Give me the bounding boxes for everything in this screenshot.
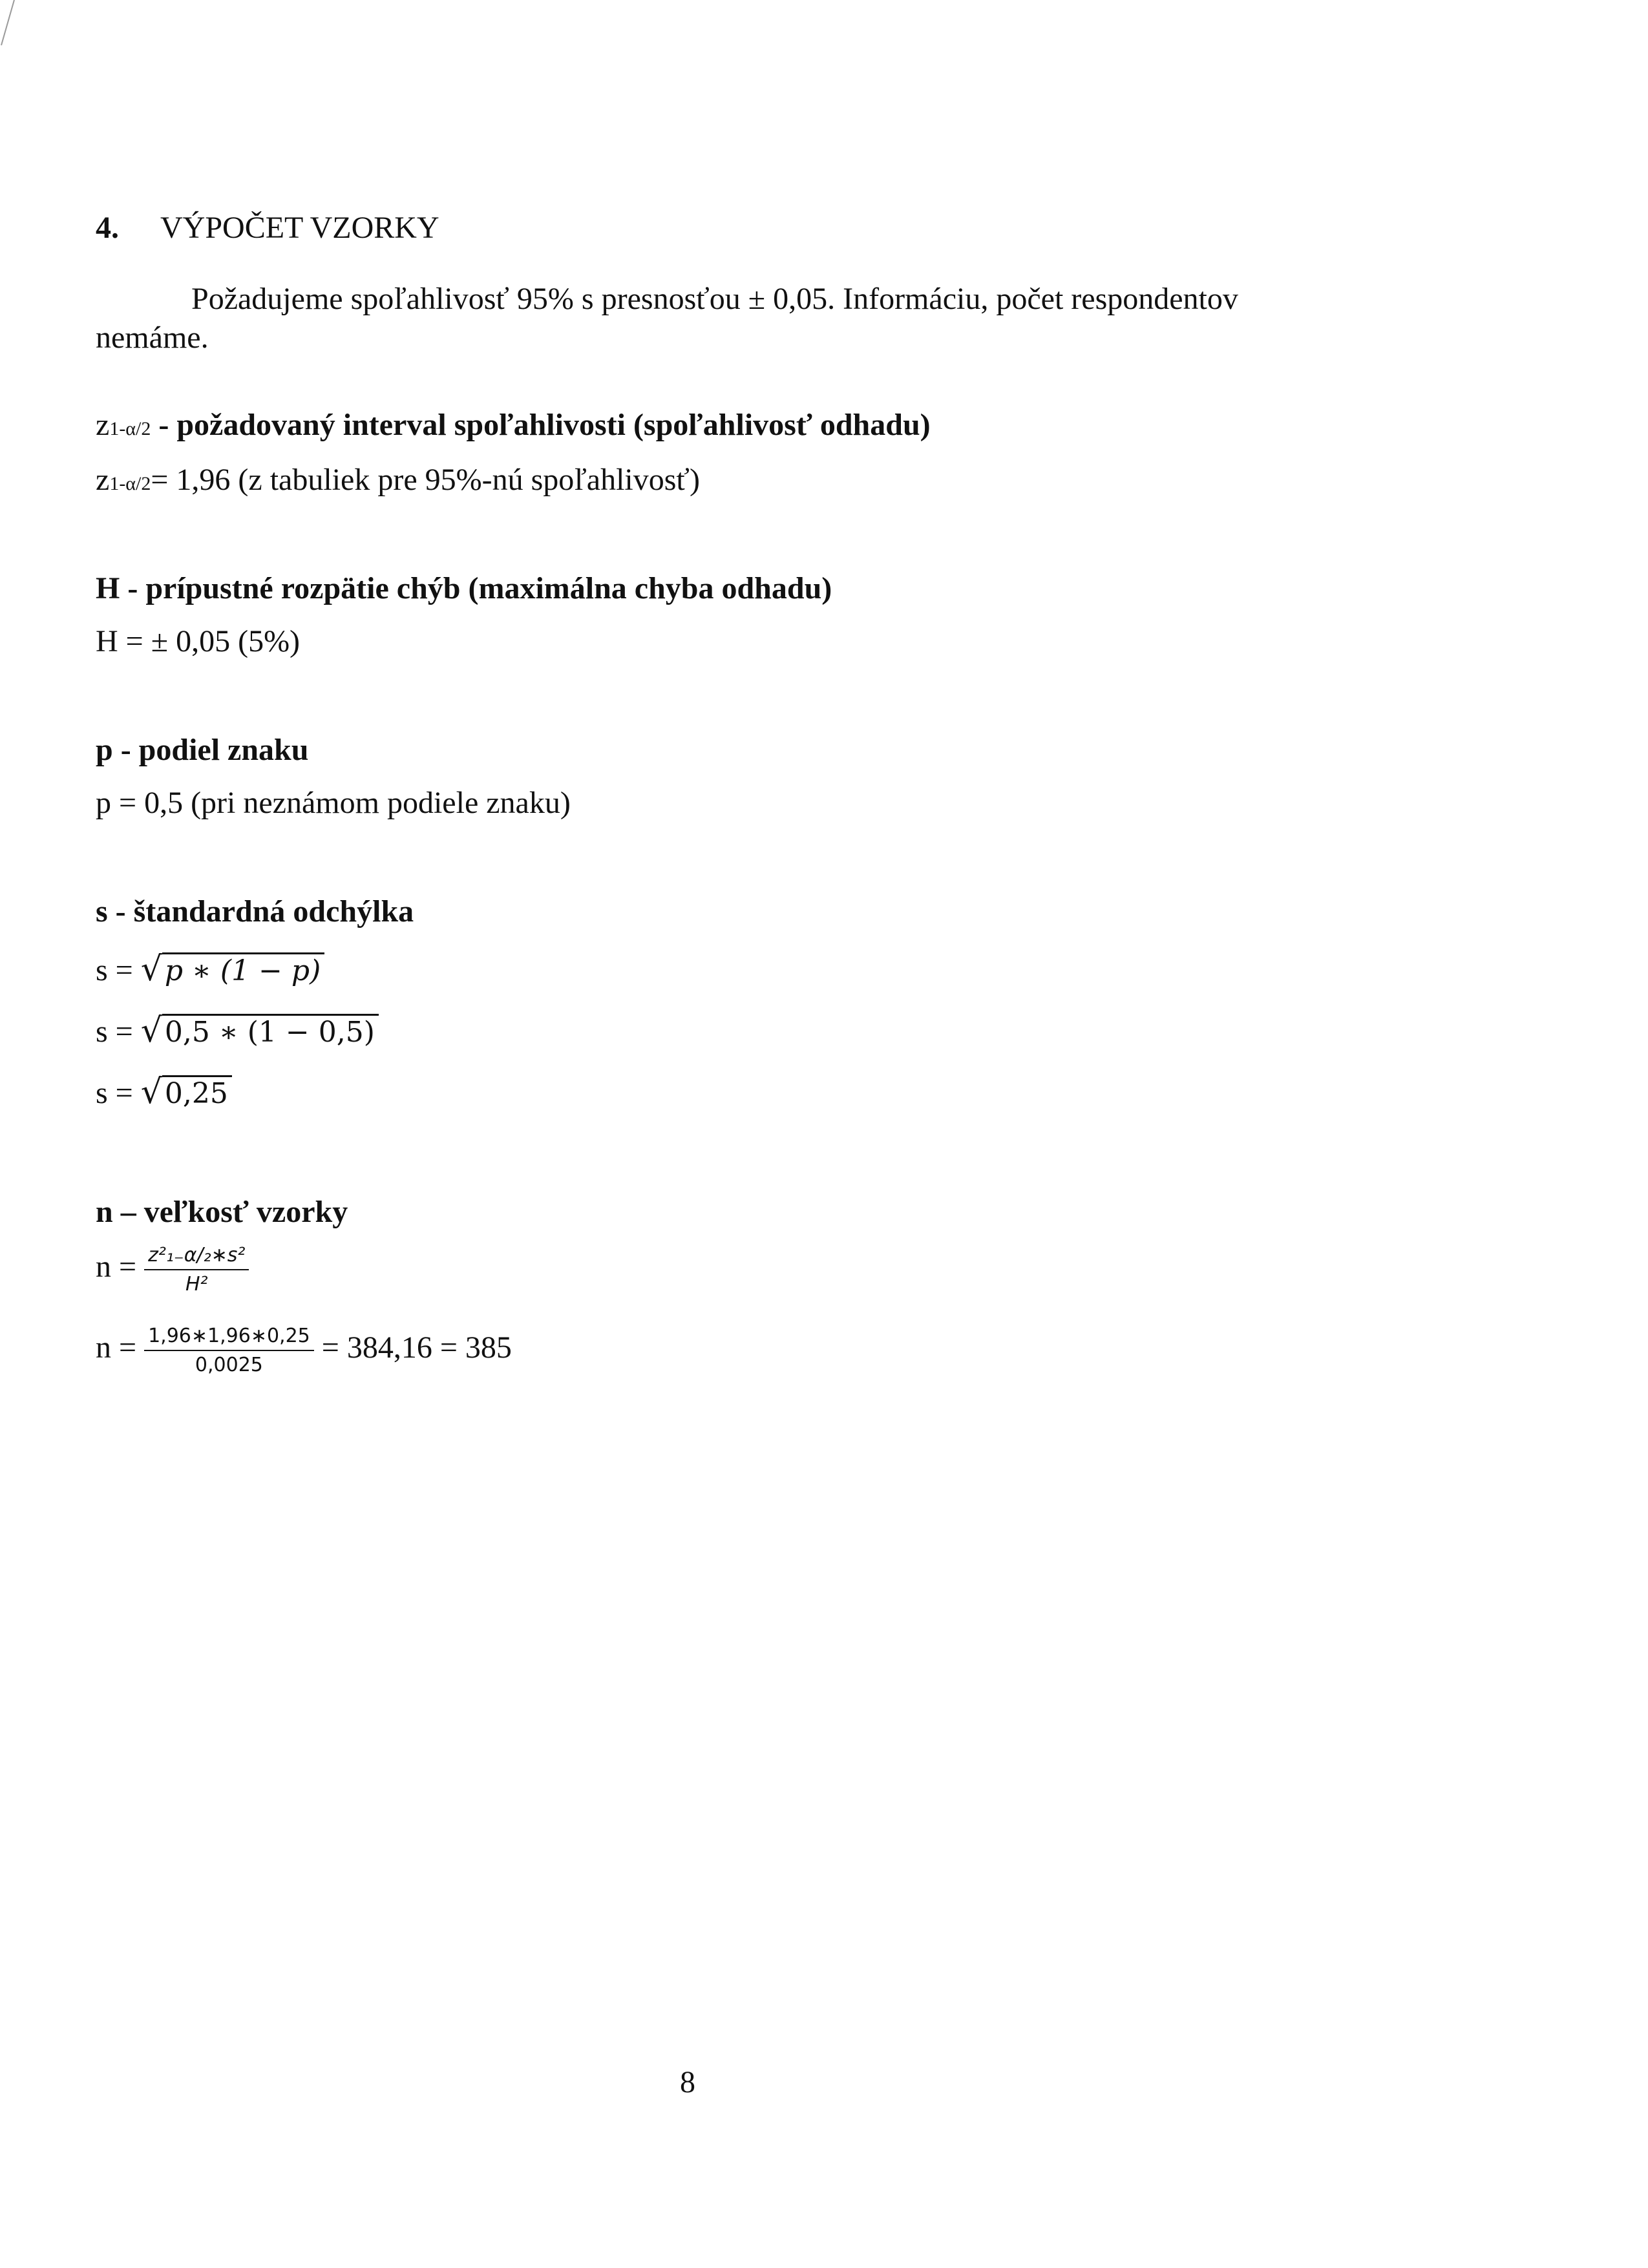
p-definition: p - podiel znaku — [96, 733, 309, 767]
s-formula-2-radicand: 0,5 ∗ (1 − 0,5) — [162, 1014, 379, 1049]
z-definition — [96, 407, 931, 443]
n-definition: n – veľkosť vzorky — [96, 1195, 348, 1229]
s-formula-2 — [96, 1011, 379, 1050]
sqrt-1 — [141, 950, 325, 989]
n-calc-numerator: 1,96∗1,96∗0,25 — [144, 1325, 314, 1351]
n-fraction — [144, 1244, 249, 1296]
intro-line-1: Požadujeme spoľahlivosť 95% s presnosťou ± 0,05. Informáciu, počet respondentov — [191, 282, 1238, 316]
z-definition-text: - požadovaný interval spoľahlivosti (spoľahlivosť odhadu) — [151, 408, 931, 442]
s-formula-1 — [96, 950, 324, 989]
sqrt-icon: √ — [140, 950, 162, 989]
sqrt-icon: √ — [140, 1011, 162, 1050]
s-definition: s - štandardná odchýlka — [96, 894, 414, 929]
s-formula-3-radicand: 0,25 — [162, 1075, 232, 1110]
n-fraction-numerator: z²₁₋α/₂∗s² — [144, 1244, 249, 1270]
n-fraction-denominator: H² — [185, 1273, 208, 1296]
page-number: 8 — [680, 2065, 695, 2099]
n-calc-denominator: 0,0025 — [195, 1354, 263, 1376]
s-formula-1-radicand: p ∗ (1 − p) — [162, 952, 324, 987]
z-value-text: = 1,96 (z tabuliek pre 95%-nú spoľahlivosť) — [151, 463, 700, 497]
n-prefix-2: n = — [96, 1330, 137, 1365]
h-value: H = ± 0,05 (5%) — [96, 624, 301, 658]
section-title: VÝPOČET VZORKY — [160, 211, 439, 245]
z-subscript-2: 1-α/2 — [109, 473, 151, 494]
intro-line-2: nemáme. — [96, 320, 209, 355]
z-subscript: 1-α/2 — [109, 418, 151, 439]
section-heading — [96, 210, 439, 246]
z-value — [96, 462, 700, 498]
scan-edge-mark — [0, 0, 26, 52]
h-definition: H - prípustné rozpätie chýb (maximálna chyba odhadu) — [96, 571, 832, 605]
n-calculation — [96, 1325, 512, 1376]
section-number: 4. — [96, 211, 119, 245]
n-calc-fraction — [144, 1325, 314, 1376]
sqrt-3 — [141, 1073, 232, 1111]
s-prefix: s = — [96, 953, 133, 987]
p-value: p = 0,5 (pri neznámom podiele znaku) — [96, 786, 571, 820]
s-prefix-2: s = — [96, 1014, 133, 1049]
n-prefix: n = — [96, 1250, 137, 1285]
s-prefix-3: s = — [96, 1076, 133, 1110]
z-symbol: z — [96, 408, 110, 442]
sqrt-2 — [141, 1011, 379, 1050]
z-symbol-2: z — [96, 463, 110, 497]
s-formula-3 — [96, 1073, 232, 1111]
n-result: = 384,16 = 385 — [321, 1330, 512, 1365]
n-formula — [96, 1244, 249, 1296]
sqrt-icon: √ — [140, 1073, 162, 1111]
